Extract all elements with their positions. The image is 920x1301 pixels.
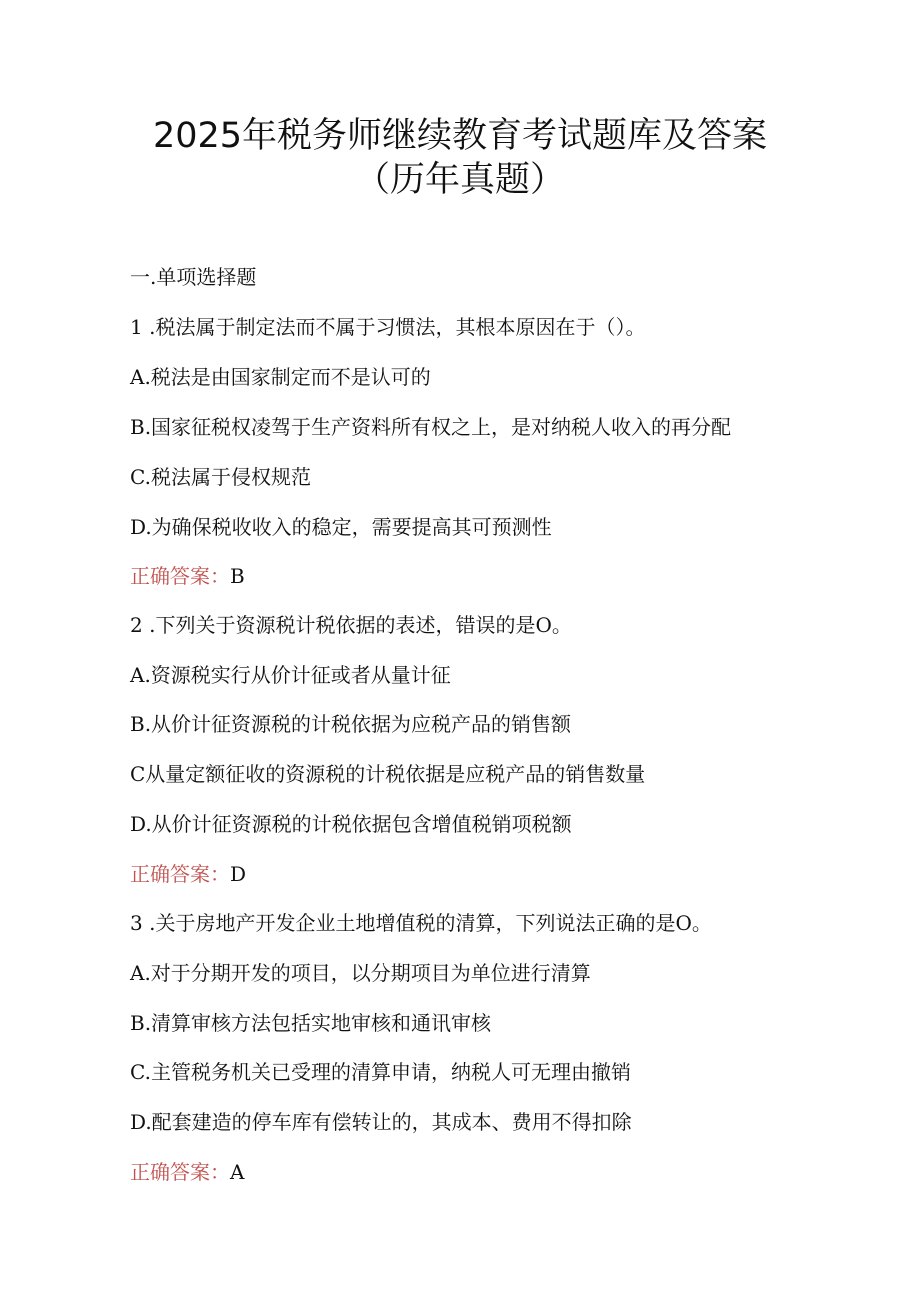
document-title-line-1: 2025年税务师继续教育考试题库及答案: [152, 116, 768, 156]
answer-label: 正确答案：: [130, 1160, 230, 1184]
answer-label: 正确答案：: [130, 862, 230, 886]
question-3-option-d: D.配套建造的停车库有偿转让的，其成本、费用不得扣除: [130, 1110, 632, 1134]
answer-label: 正确答案：: [130, 564, 230, 588]
question-2-option-b: B.从价计征资源税的计税依据为应税产品的销售额: [130, 712, 572, 736]
question-1-option-b: B.国家征税权凌驾于生产资料所有权之上，是对纳税人收入的再分配: [130, 415, 732, 439]
question-2-answer: [130, 860, 246, 888]
question-3-option-b: B.清算审核方法包括实地审核和通讯审核: [130, 1011, 492, 1035]
answer-value: B: [230, 564, 245, 588]
question-1-option-c: C.税法属于侵权规范: [130, 465, 311, 489]
question-3-answer: [130, 1158, 244, 1186]
question-1-answer: [130, 562, 245, 590]
question-2-option-a: A.资源税实行从价计征或者从量计征: [130, 663, 451, 687]
answer-value: A: [230, 1160, 245, 1184]
document-title-line-2: （历年真题）: [354, 160, 565, 200]
question-1-option-a: A.税法是由国家制定而不是认可的: [130, 365, 431, 389]
question-1-stem: 1 .税法属于制定法而不属于习惯法，其根本原因在于（）。: [130, 315, 646, 339]
question-2-stem: 2 .下列关于资源税计税依据的表述，错误的是O。: [130, 613, 572, 637]
section-heading: 一.单项选择题: [130, 265, 257, 289]
question-2-option-d: D.从价计征资源税的计税依据包含增值税销项税额: [130, 812, 572, 836]
question-1-option-d: D.为确保税收收入的稳定，需要提高其可预测性: [130, 515, 552, 539]
answer-value: D: [230, 862, 247, 886]
question-2-option-c: C从量定额征收的资源税的计税依据是应税产品的销售数量: [130, 762, 646, 786]
question-3-option-c: C.主管税务机关已受理的清算申请，纳税人可无理由撤销: [130, 1060, 631, 1084]
question-3-stem: 3 .关于房地产开发企业土地增值税的清算，下列说法正确的是O。: [130, 911, 712, 935]
question-3-option-a: A.对于分期开发的项目，以分期项目为单位进行清算: [130, 961, 591, 985]
